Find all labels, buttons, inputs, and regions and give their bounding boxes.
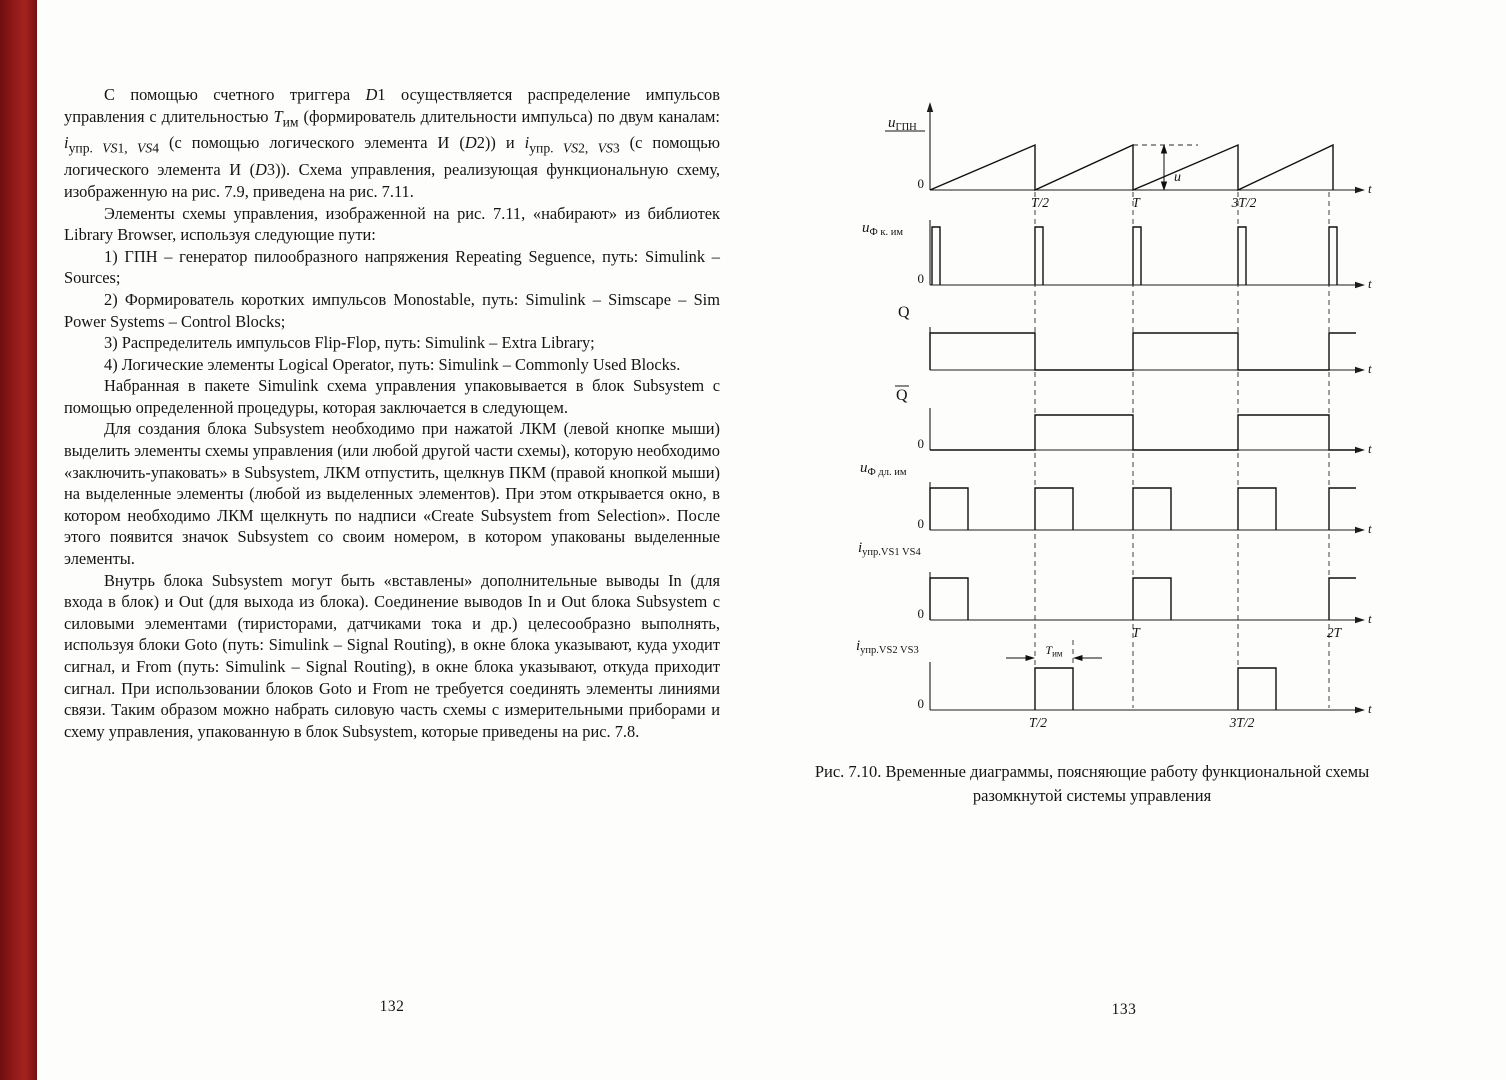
svg-text:t: t: [1368, 181, 1372, 196]
svg-text:0: 0: [917, 176, 924, 191]
u-measure-label: u: [1174, 170, 1181, 185]
waveform-q: [930, 333, 1356, 370]
svg-text:T/2: T/2: [1030, 195, 1050, 210]
left-page-body-text: [64, 84, 720, 742]
paragraph: 4) Логические элементы Logical Operator, путь: Simulink – Commonly Used Blocks.: [104, 354, 681, 374]
svg-text:t: t: [1368, 521, 1372, 536]
figure-7-10-timing-diagrams: [778, 80, 1378, 740]
paragraph: 1) ГПН – генератор пилообразного напряжения Repeating Seguence, путь: Simulink – Sources;: [64, 246, 720, 288]
svg-text:t: t: [1368, 276, 1372, 291]
svg-text:t: t: [1368, 611, 1372, 626]
signal-labels: [856, 115, 925, 656]
svg-text:0: 0: [917, 606, 924, 621]
svg-text:T: T: [1132, 625, 1140, 640]
svg-text:3T/2: 3T/2: [1231, 195, 1257, 210]
tick-labels: [1029, 195, 1343, 730]
label-i-vs2-vs3: $i_{упр.VS2 VS3}$: [856, 638, 919, 656]
waveform-i-vs1-vs4: [930, 578, 1356, 620]
paragraph: 3) Распределитель импульсов Flip-Flop, путь: Simulink – Extra Library;: [104, 333, 595, 353]
page-number-left: 132: [379, 998, 405, 1015]
waveform-i-vs2-vs3: [1035, 668, 1276, 710]
svg-text:0: 0: [917, 271, 924, 286]
figure-caption: [772, 760, 1412, 808]
figure-caption-line1: Рис. 7.10. Временные диаграммы, поясняющие работу функциональной схемы: [814, 762, 1370, 781]
svg-text:0: 0: [917, 516, 924, 531]
waveforms: [930, 145, 1356, 710]
axes: [930, 110, 1358, 710]
time-axis-labels: [1368, 181, 1372, 716]
dashed-gridlines: [1035, 145, 1329, 708]
paragraph: С помощью счетного триггера D1 осуществляется распределение импульсов управления с длительностью $Т_{им}$ (формирователь длительности импульса) по двум каналам: $i_{упр. VS1, VS4}$ (с помощью логического элемента И (D2)) и $i_{упр. VS2, VS3}$ (с помощью логического элемента И (D3)). Схема управления, реализующая функциональную схему, изображенную на рис. 7.9, приведена на рис. 7.11.: [64, 85, 720, 201]
book-edge-strip: [0, 0, 37, 1080]
label-i-vs1-vs4: $i_{упр.VS1 VS4}$: [858, 540, 921, 558]
svg-text:0: 0: [917, 696, 924, 711]
svg-text:T/2: T/2: [1028, 715, 1048, 730]
waveform-q-bar: [930, 415, 1356, 450]
svg-text:t: t: [1368, 361, 1372, 376]
label-u-short-pulse: $u_{Ф к. им}$: [862, 220, 904, 238]
paragraph: Набранная в пакете Simulink схема управления упаковывается в блок Subsystem с помощью определенной процедуры, которая заключается в следующем.: [64, 376, 720, 417]
u-measure-arrow: [1161, 144, 1167, 191]
paragraph: Элементы схемы управления, изображенной на рис. 7.11, «набирают» из библиотек Library Browser, используя следующие пути:: [64, 203, 720, 245]
paragraph: Внутрь блока Subsystem могут быть «вставлены» дополнительные выводы In (для входа в блок) и Out (для выхода из блока). Соединение выводов In и Out блока Subsystem с силовыми элементами (тиристорами, датчиками тока и др.) целесообразно выполнять, используя блоки Goto (путь: Simulink – Signal Routing), в окне блока указывают, куда уходит сигнал, и From (путь: Simulink – Signal Routing), в окне блока указывают, откуда приходит сигнал. При использовании блоков Goto и From не требуется соединять элементы линиями связи. Таким образом можно набрать силовую часть схемы с измерительными приборами и схему управления, упакованную в блок Subsystem, которые приведены на рис. 7.8.: [64, 570, 720, 741]
svg-text:T: T: [1132, 195, 1140, 210]
svg-text:2T: 2T: [1326, 625, 1342, 640]
label-q-bar: Q: [896, 387, 908, 404]
waveform-sawtooth-ugpn: [930, 145, 1333, 190]
svg-text:3T/2: 3T/2: [1229, 715, 1255, 730]
pulse-width-label: $Т_{им}$: [1045, 643, 1063, 659]
label-q: Q: [898, 304, 910, 321]
page-number-right: 133: [1111, 1001, 1137, 1018]
label-ugpn: $u_{ГПН}$: [888, 115, 917, 133]
axis-arrowheads: [927, 102, 1365, 713]
svg-text:t: t: [1368, 701, 1372, 716]
label-u-long-pulse: $u_{Ф дл. им}$: [860, 460, 907, 478]
waveform-long-pulses: [930, 488, 1356, 530]
svg-text:t: t: [1368, 441, 1372, 456]
figure-caption-line2: разомкнутой системы управления: [972, 786, 1212, 805]
svg-text:0: 0: [917, 436, 924, 451]
paragraph: Для создания блока Subsystem необходимо при нажатой ЛКМ (левой кнопке мыши) выделить элементы схемы управления (или любой другой части схемы), которую необходимо «заключить-упаковать» в Subsystem, ЛКМ отпустить, щелкнув ПКМ (правой кнопкой мыши) на выделенные элементы (любой из выделенных элементов). При этом открывается окно, в котором необходимо ЛКМ щелкнуть по надписи «Create Subsystem from Selection». После этого появится значок Subsystem со своим номером, в котором упакованы выделенные элементы.: [64, 419, 720, 569]
waveform-short-pulses: [932, 227, 1337, 285]
paragraph: 2) Формирователь коротких импульсов Monostable, путь: Simulink – Simscape – Sim Power Systems – Control Blocks;: [64, 289, 720, 331]
zero-labels: [918, 176, 925, 711]
